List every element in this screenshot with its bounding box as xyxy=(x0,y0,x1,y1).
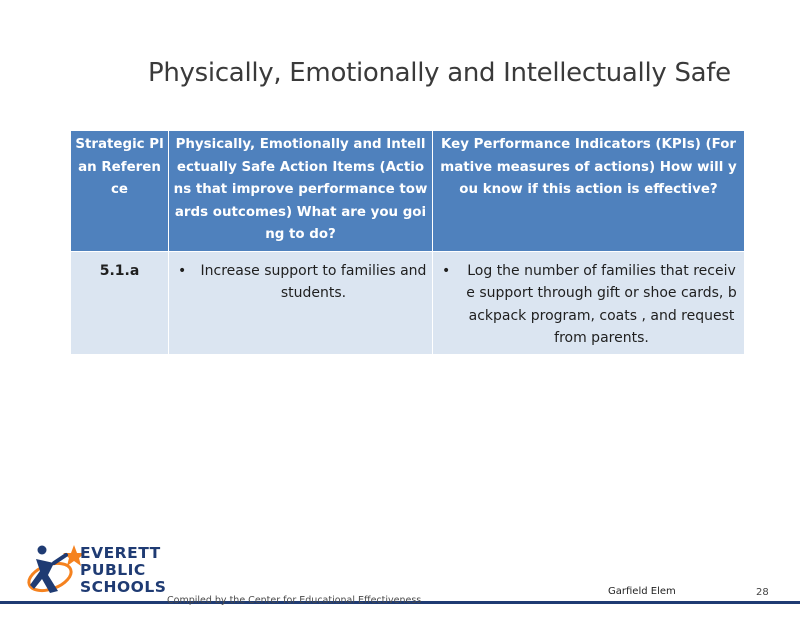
action-text: Increase support to families and students. xyxy=(200,262,427,301)
kpi-table xyxy=(70,131,745,355)
table-header-row xyxy=(71,131,745,251)
logo-line-3: SCHOOLS xyxy=(80,578,167,596)
cell-kpi xyxy=(433,251,745,354)
kpi-text: Log the number of families that receive support through gift or shoe cards, backpack program, coats , and request from parents. xyxy=(466,262,737,346)
slide-title: Physically, Emotionally and Intellectually Safe xyxy=(148,58,731,88)
table-row xyxy=(71,251,745,354)
logo-line-1: EVERETT xyxy=(80,544,161,562)
header-kpis: Key Performance Indicators (KPIs) (Formative measures of actions) How will you know if this action is effective? xyxy=(433,131,745,251)
logo-line-2: PUBLIC xyxy=(80,561,146,579)
header-strategic-plan-reference: Strategic Plan Reference xyxy=(71,131,169,251)
cell-reference: 5.1.a xyxy=(71,251,169,354)
bullet-icon: • xyxy=(178,262,187,279)
footer-school-name: Garfield Elem xyxy=(608,586,676,597)
bullet-icon: • xyxy=(442,262,451,279)
logo-wordmark xyxy=(80,545,166,596)
cell-action xyxy=(169,251,433,354)
header-action-items: Physically, Emotionally and Intellectually Safe Action Items (Actions that improve performance towards outcomes) What are you going to do? xyxy=(169,131,433,251)
page-number: 28 xyxy=(756,587,769,598)
footer-credit: Compiled by the Center for Educational Effectiveness xyxy=(167,595,422,606)
